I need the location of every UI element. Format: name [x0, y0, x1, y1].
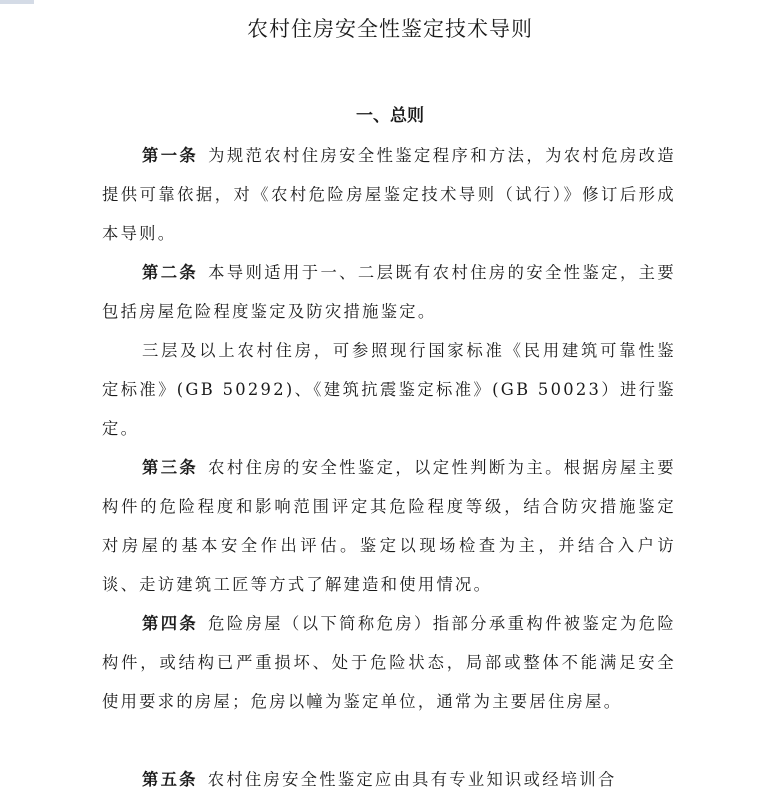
- article-text: 危险房屋（以下简称危房）指部分承重构件被鉴定为危险构件，或结构已严重损坏、处于危险状态，局部或整体不能满足安全使用要求的房屋；危房以幢为鉴定单位，通常为主要居住房屋。: [102, 614, 676, 711]
- article-4: [102, 604, 676, 721]
- article-text: 农村住房安全性鉴定应由具有专业知识或经培训合: [207, 770, 617, 789]
- article-label: 第五条: [142, 770, 198, 789]
- article-5: [102, 760, 676, 799]
- article-label: 第三条: [142, 458, 199, 477]
- article-text: 三层及以上农村住房，可参照现行国家标准《民用建筑可靠性鉴定标准》(GB 50292)、《建筑抗震鉴定标准》(GB 50023）进行鉴定。: [102, 341, 676, 438]
- article-text: 农村住房的安全性鉴定，以定性判断为主。根据房屋主要构件的危险程度和影响范围评定其危险程度等级，结合防灾措施鉴定对房屋的基本安全作出评估。鉴定以现场检查为主，并结合入户访谈、走访建筑工匠等方式了解建造和使用情况。: [102, 458, 676, 594]
- article-2: [102, 253, 676, 331]
- article-text: 为规范农村住房安全性鉴定程序和方法，为农村危房改造提供可靠依据，对《农村危险房屋鉴定技术导则（试行）》修订后形成本导则。: [102, 146, 676, 243]
- article-1: [102, 136, 676, 253]
- section-heading: 一、总则: [356, 106, 424, 126]
- article-3: [102, 448, 676, 604]
- page-corner-marker: [0, 0, 34, 4]
- article-label: 第一条: [142, 146, 199, 165]
- article-2-paragraph-2: [102, 331, 676, 448]
- document-title: 农村住房安全性鉴定技术导则: [247, 17, 533, 41]
- article-label: 第四条: [142, 614, 199, 633]
- article-text: 本导则适用于一、二层既有农村住房的安全性鉴定，主要包括房屋危险程度鉴定及防灾措施鉴定。: [102, 263, 676, 321]
- article-label: 第二条: [142, 263, 199, 282]
